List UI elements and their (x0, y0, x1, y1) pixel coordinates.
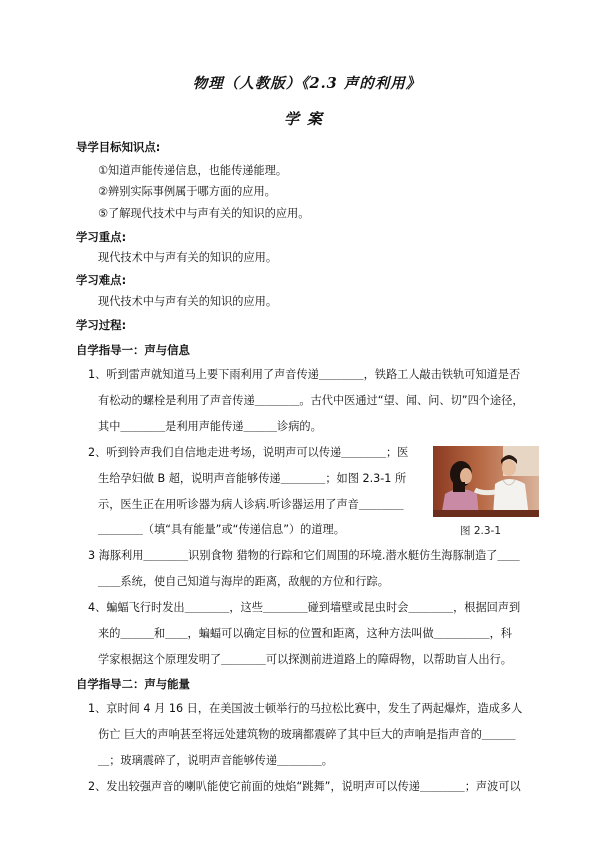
s1-q2-line: 2、听到铃声我们自信地走进考场，说明声可以传递＿＿＿＿；医 (88, 446, 409, 459)
difficulties-heading: 学习难点: (76, 273, 127, 287)
document-title: 物理（人教版）《2.3 声的利用》 (192, 75, 422, 92)
s2-q1-line: 1、京时间 4 月 16 日，在美国波士顿举行的马拉松比赛中，发生了两起爆炸，造成多人 (88, 702, 523, 715)
s1-q2-line: 生给孕妇做 B 超，说明声音能够传递＿＿＿＿；如图 2.3-1 所 (98, 472, 407, 485)
key-points-heading: 学习重点: (76, 230, 127, 244)
objectives-heading: 导学目标知识点: (76, 140, 161, 154)
s1-q4-line: 来的＿＿＿和＿＿，蝙蝠可以确定目标的位置和距离，这种方法叫做＿＿＿＿＿，科 (98, 627, 512, 640)
doctor-patient-photo (433, 446, 539, 517)
difficulties-text: 现代技术中与声有关的知识的应用。 (98, 295, 278, 308)
objective-item: ⑤了解现代技术中与声有关的知识的应用。 (98, 207, 310, 220)
process-heading: 学习过程: (76, 318, 127, 332)
document-subtitle: 学案 (283, 110, 330, 128)
s1-q1-line: 有松动的螺栓是利用了声音传递＿＿＿＿。古代中医通过“望、闻、问、切”四个途径， (98, 394, 524, 407)
s2-q2-line: 2、发出较强声音的喇叭能使它前面的烛焰“跳舞”，说明声可以传递＿＿＿＿；声波可以 (88, 780, 521, 793)
objective-item: ②辨别实际事例属于哪方面的应用。 (98, 185, 276, 198)
s1-q3-line: 3 海豚利用＿＿＿＿识别食物 猎物的行踪和它们周围的环境.潜水艇仿生海豚制造了＿＿ (88, 549, 520, 562)
figure-caption: 图 2.3-1 (460, 525, 502, 537)
objective-item: ①知道声能传递信息，也能传递能理。 (98, 164, 288, 177)
s1-q4-line: 学家根据这个原理发明了＿＿＿＿可以探测前进道路上的障碍物，以帮助盲人出行。 (98, 653, 512, 666)
s1-q4-line: 4、蝙蝠飞行时发出＿＿＿＿，这些＿＿＿＿碰到墙壁或昆虫时会＿＿＿＿，根据回声到 (88, 601, 521, 614)
s2-q1-line: ＿；玻璃震碎了，说明声音能够传递＿＿＿＿。 (98, 754, 333, 767)
s1-q1-line: 1、听到雷声就知道马上要下雨利用了声音传递＿＿＿＿，铁路工人敲击铁轨可知道是否 (88, 368, 521, 381)
s1-q1-line: 其中＿＿＿＿是利用声能传递＿＿＿诊病的。 (98, 420, 322, 433)
key-points-text: 现代技术中与声有关的知识的应用。 (98, 251, 278, 264)
s1-q2-line: ＿＿＿＿（填“具有能量”或“传递信息”）的道理。 (98, 523, 345, 536)
s1-q3-line: ＿＿系统，使自己知道与海岸的距离，敌舰的方位和行踪。 (98, 575, 389, 588)
section1-heading: 自学指导一：声与信息 (76, 343, 190, 357)
section2-heading: 自学指导二：声与能量 (76, 677, 190, 691)
s2-q1-line: 伤亡 巨大的声响甚至将远处建筑物的玻璃都震碎了其中巨大的声响是指声音的＿＿＿ (98, 728, 516, 741)
s1-q2-line: 示，医生正在用听诊器为病人诊病.听诊器运用了声音＿＿＿＿ (98, 498, 404, 511)
